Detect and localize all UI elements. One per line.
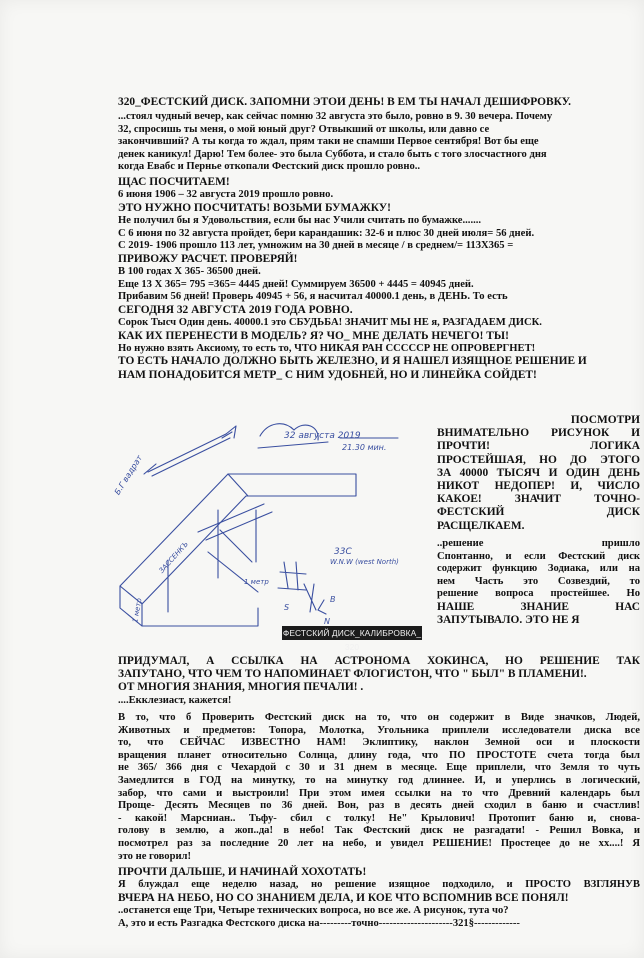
text-line: С 2019- 1906 прошло 113 лет, умножим на 30 дней в месяце / в среднем/= 113Х365 =: [118, 240, 514, 252]
sketch-time: 21.30 мин.: [342, 443, 387, 452]
text-line: В то, что б Проверить Фестский диск на то, что он содержит в Виде значков, Людей,: [118, 712, 640, 723]
page-title: 320_ФЕСТСКИЙ ДИСК. ЗАПОМНИ ЭТОИ ДЕНЬ! В ЕМ ТЫ НАЧАЛ ДЕШИФРОВКУ.: [118, 96, 571, 108]
text-line: когда Евабс и Пернье откопали Фестский диск прошло ровно..: [118, 161, 421, 173]
body-paragraph: [118, 712, 640, 863]
text-line: ВНИМАТЕЛЬНО РИСУНОК И: [437, 427, 640, 440]
read-further-heading: ПРОЧТИ ДАЛЬШЕ, И НАЧИНАЙ ХОХОТАТЬ!: [118, 866, 367, 878]
text-line: 32, спросишь ты меня, о мой юный друг? Отвыкший от школы, или давно се: [118, 123, 490, 135]
text-line: содержит функцию Зодиака, или на: [437, 563, 640, 575]
text-line: ЗАПУТАНО, ЧТО ЧЕМ ТО НАПОМИНАЕТ ФЛОГИСТОН, ЧТО " БЫЛ" В ПЛАМЕНИ!.: [118, 668, 587, 681]
text-line: забор, что сами и выстроили! При этом имея ссылки на то что Древний календарь был: [118, 787, 640, 799]
sketch-b-label: В: [330, 595, 336, 604]
text-line: Прибавим 56 дней! Проверь 40945 + 56, я насчитал 40000.1 день, в ДЕНЬ. То есть: [118, 291, 508, 303]
text-line: Проще- Десять Месяцев по 36 дней. Вон, раз в десять дней сходил в баню и счастлив!: [118, 800, 640, 812]
text-line: - какой! Марсниан.. Тьфу- сбил с толку! Не" Крылович! Протопит баню и, снова-: [118, 812, 640, 824]
ecclesiastes-line: ....Екклезиаст, кажется!: [118, 694, 232, 706]
need-count: ЭТО НУЖНО ПОСЧИТАТЬ! ВОЗЬМИ БУМАЖКУ!: [118, 201, 391, 214]
text-line: ОТ МНОГИЯ ЗНАНИЯ, МНОГИЯ ПЕЧАЛИ! .: [118, 681, 364, 694]
sketch-bottom-label: 1 метр: [131, 597, 144, 624]
text-line: голову в землю, а жоп..да! в небо! Так Фестский диск не разгадати! - Решил Вовка, и: [118, 825, 640, 837]
text-line: ..останется еще Три, Четыре технических вопроса, но все же. А рисунок, тута чо?: [118, 905, 509, 916]
text-line: А, это и есть Разгадка Фестского диска на---------точно---------------------321§-------------: [118, 917, 520, 929]
text-line: ЗА 40000 ТЫСЯЧ И ОДИН ДЕНЬ: [437, 466, 640, 479]
text-line: то, что СЕЙЧАС ИЗВЕСТНО НАМ! Эклиптику, наклон Земной оси и плоскости: [118, 737, 640, 749]
date-span: 6 июня 1906 – 32 августа 2019 прошло ровно.: [118, 189, 334, 201]
intro-paragraph: [118, 111, 640, 174]
text-line: Замедлится в ГОД на минутку, то на минутку год длиннее. И, и уперлись в логический,: [118, 774, 640, 786]
sketch-n-label: N: [324, 617, 330, 626]
calibration-sketch: [108, 412, 434, 652]
closing-section: [118, 866, 640, 930]
text-line: НИКОТ НЕДОПЕР! И, ЧИСЛО: [437, 480, 640, 493]
sketch-left-label: ЗАССЕНКЪ: [157, 540, 190, 575]
text-line: ТО ЕСТЬ НАЧАЛО ДОЛЖНО БЫТЬ ЖЕЛЕЗНО, И Я НАШЕЛ ИЗЯЩНОЕ РЕШЕНИЕ И: [118, 355, 587, 368]
text-line: Животных и предметов: Топора, Молотка, Угольника приплели исследователи диска все: [118, 724, 640, 736]
text-line: вращения планет относительно Солнца, длину года, что ПО ПРОСТОТЕ счета тогда был: [118, 749, 640, 761]
text-line: ВЧЕРА НА НЕБО, НО СО ЗНАНИЕМ ДЕЛА, И КОЕ ЧТО ВСПОМНИВ ВСЕ ПОНЯЛ!: [118, 891, 569, 904]
text-line: ...стоял чудный вечер, как сейчас помню 32 августа это было, ровно в 9. 30 вечера. Почему: [118, 111, 553, 122]
text-line: Сорок Тысч Один день. 40000.1 это СБУДЬБА! ЗНАЧИТ МЫ НЕ я, РАЗГАДАЕМ ДИСК.: [118, 316, 542, 328]
text-line: нем Часть это Созвездий, то: [437, 575, 640, 587]
after-figure-text: [118, 655, 640, 707]
sketch-degrees: 33С: [334, 547, 352, 557]
text-line: ПРОЧТИ! ЛОГИКА: [437, 440, 640, 453]
sketch-direction: W.N.W (west North): [330, 558, 399, 566]
text-line: Еще 13 Х 365= 795 =365= 4445 дней! Суммируем 36500 + 4445 = 40945 дней.: [118, 278, 474, 290]
text-line: НАМ ПОНАДОБИТСЯ МЕТР_ С НИМ УДОБНЕЙ, НО И ЛИНЕЙКА СОЙДЕТ!: [118, 368, 537, 381]
text-line: ПРОСТЕЙШАЯ, НО ДО ЭТОГО: [437, 453, 640, 466]
text-line: СЕГОДНЯ 32 АВГУСТА 2019 ГОДА РОВНО.: [118, 303, 353, 316]
text-line: С 6 июня по 32 августа пройдет, бери карандашик: 32-6 и плюс 30 дней июля= 56 дней.: [118, 227, 535, 239]
check-heading: ПРИВОЖУ РАСЧЕТ. ПРОВЕРЯЙ!: [118, 252, 298, 265]
text-line: В 100 годах Х 365- 36500 дней.: [118, 265, 261, 277]
text-line: ..решение пришло: [437, 538, 640, 549]
text-line: КАК ИХ ПЕРЕНЕСТИ В МОДЕЛЬ? Я? ЧО_ МНЕ ДЕЛАТЬ НЕЧЕГО! ТЫ!: [118, 329, 509, 342]
text-line: Но нужно взять Аксиому, то есть то, ЧТО НИКАЯ РАН СССССР НЕ ОПРОВЕРГНЕТ!: [118, 342, 536, 354]
calc-section: [118, 176, 640, 382]
text-line: КАКОЕ! ЗНАЧИТ ТОЧНО-: [437, 493, 640, 506]
text-line: ЗАПУТЫВАЛО. ЭТО НЕ Я: [437, 614, 580, 627]
sketch-ruler-label: Б.Г вадрат: [112, 453, 145, 497]
text-line: ПОСМОТРИ: [570, 414, 640, 426]
right-column-heading: [437, 414, 640, 533]
text-line: решение вопроса простейшее. Но: [437, 588, 640, 600]
text-line: Спонтанно, и если Фестский диск: [437, 550, 640, 562]
text-line: денек каникул! Дарю! Тем более- это была Суббота, и стало быть с того злосчастного дня: [118, 148, 547, 160]
sketch-date: 32 августа 2019: [284, 431, 361, 441]
text-line: ПРИДУМАЛ, А ССЫЛКА НА АСТРОНОМА ХОКИНСА, НО РЕШЕНИЕ ТАК: [118, 655, 640, 667]
calc-heading: ЩАС ПОСЧИТАЕМ!: [118, 176, 230, 188]
text-line: ФЕСТСКИЙ ДИСК: [437, 506, 640, 519]
sketch-meter-label: 1 метр: [244, 578, 269, 586]
text-line: РАСЩЕЛКАЕМ.: [437, 519, 525, 532]
text-line: посмотрел раз за последние 20 лет на небо, и увидел РЕШЕНИЕ! Простецее до не хх....! Я: [118, 837, 640, 849]
text-line: НАШЕ ЗНАНИЕ НАС: [437, 600, 640, 613]
sketch-s-label: S: [284, 603, 290, 612]
right-column-paragraph: [437, 538, 640, 627]
text-line: не 365/ 366 дня с Чехардой с 30 и 31 днем в месяце. Еще приплели, что Земля то чуть: [118, 762, 640, 774]
text-line: Не получил бы я Удовольствия, если бы нас Учили считать по бумажке.......: [118, 215, 482, 226]
text-line: Я блуждал еще неделю назад, но решение изящное подходило, и ПРОСТО ВЗГЛЯНУВ: [118, 879, 640, 891]
text-line: закончивший? А ты когда то ждал, прям таки не спамши Первое сентября! Вот бы еще: [118, 136, 539, 148]
text-line: это не говорил!: [118, 850, 192, 862]
figure-caption: ФЕСТСКИЙ ДИСК_КАЛИБРОВКА_ 320: [282, 628, 422, 652]
